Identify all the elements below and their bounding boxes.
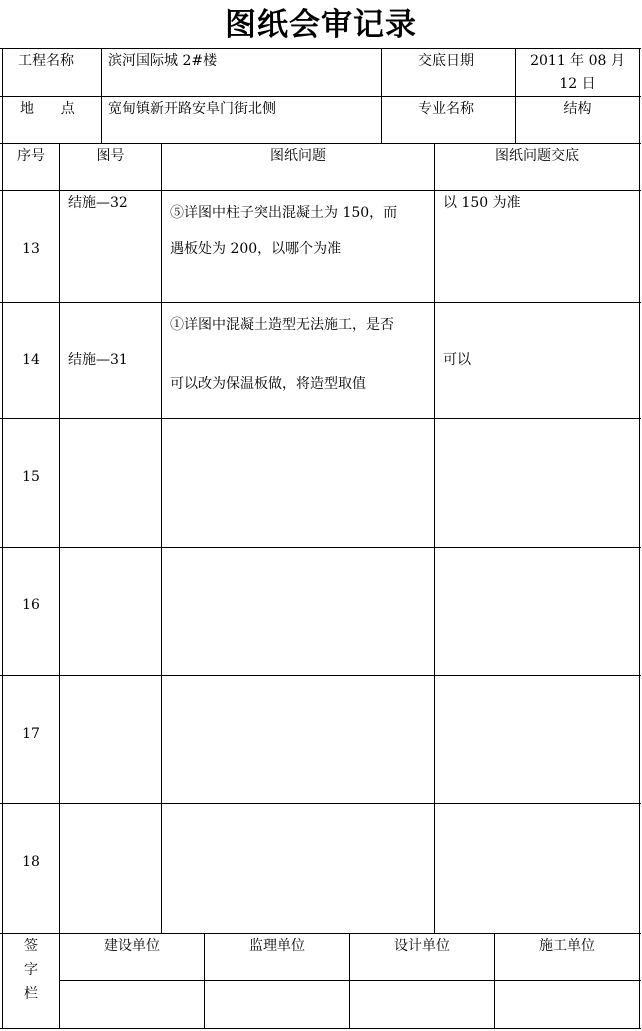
table-rule [59,143,60,933]
row-number: 13 [22,241,40,257]
row-issue-line1: ⑤详图中柱子突出混凝土为 150，而 [170,205,398,221]
signature-unit-designer: 设计单位 [394,938,450,954]
table-rule [0,302,641,303]
location-value: 宽甸镇新开路安阜门街北侧 [108,101,276,117]
row-number: 15 [22,469,40,485]
table-rule [0,96,641,97]
signature-label-char: 签 [24,938,38,954]
handover-date-value: 2011 年 08 月 [530,53,625,69]
column-header-issue: 图纸问题 [270,148,326,164]
table-rule [0,675,641,676]
table-rule [59,980,641,981]
handover-date-value-day: 12 日 [559,76,596,92]
table-rule [0,803,641,804]
table-rule [0,933,641,934]
specialty-value: 结构 [563,101,592,117]
project-name-label: 工程名称 [18,53,74,69]
signature-label-char: 字 [24,962,38,978]
table-border-left [2,48,3,1029]
table-rule [434,143,435,933]
row-number: 18 [22,854,40,870]
signature-unit-contractor: 施工单位 [539,938,595,954]
row-number: 16 [22,597,40,613]
table-border-right [639,48,640,1029]
signature-unit-owner: 建设单位 [104,938,160,954]
table-rule [0,143,641,144]
table-border-top [0,48,641,49]
row-answer: 可以 [443,352,471,368]
project-name-value: 滨河国际城 2#楼 [108,53,218,69]
signature-label-char: 栏 [24,986,38,1002]
column-header-answer: 图纸问题交底 [495,148,579,164]
column-header-no: 序号 [17,148,45,164]
table-rule [0,418,641,419]
handover-date-label: 交底日期 [418,53,474,69]
row-answer: 以 150 为准 [443,195,521,211]
row-number: 14 [22,352,40,368]
row-number: 17 [22,726,40,742]
specialty-label: 专业名称 [418,101,474,117]
row-issue-line2: 可以改为保温板做，将造型取值 [170,376,366,392]
row-issue-line1: ①详图中混凝土造型无法施工，是否 [170,317,394,333]
table-border-bottom [0,1028,641,1029]
row-drawing: 结施—31 [68,352,128,368]
row-drawing: 结施—32 [68,195,128,211]
row-issue-line2: 遇板处为 200，以哪个为准 [170,241,342,257]
table-rule [101,48,102,143]
table-rule [0,190,641,191]
location-label: 地 点 [20,101,75,117]
table-rule [161,143,162,933]
table-rule [381,48,382,143]
page-title: 图纸会审记录 [225,7,417,43]
signature-unit-supervisor: 监理单位 [249,938,305,954]
column-header-drawing: 图号 [96,148,125,164]
table-rule [0,547,641,548]
